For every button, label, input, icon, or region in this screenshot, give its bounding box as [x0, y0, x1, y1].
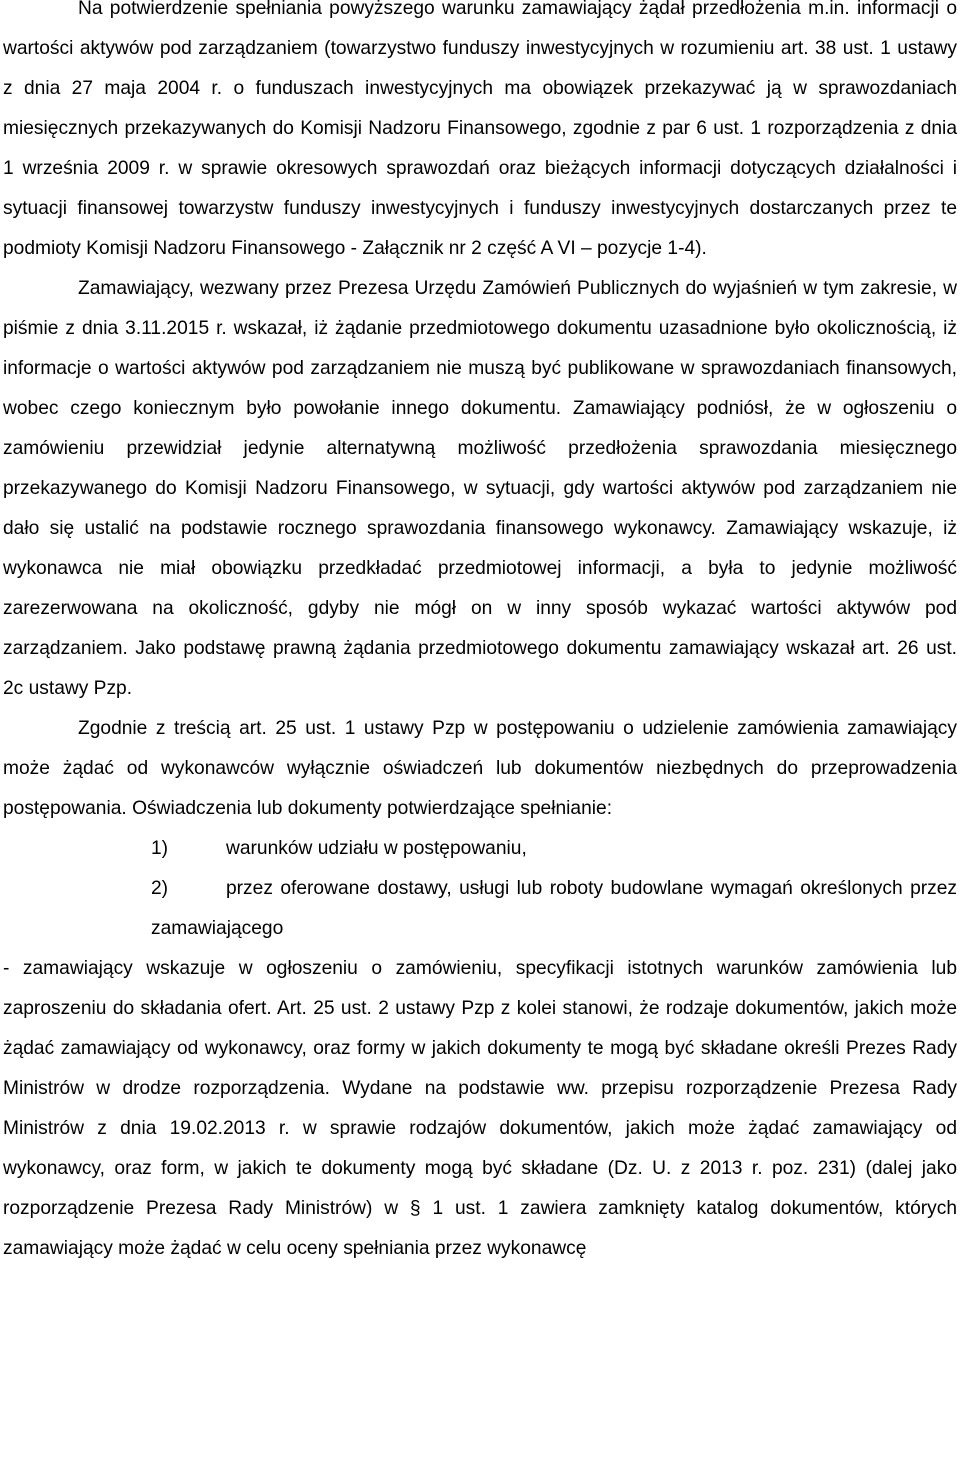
paragraph-art-25-provisions: Zgodnie z treścią art. 25 ust. 1 ustawy Pzp w postępowaniu o udzielenie zamówienia zamawiający może żądać od wykonawców wyłącznie oświadczeń lub dokumentów niezbędnych do przeprowadzenia postępowania. Oświadczenia lub dokumenty potwierdzające spełnianie: — [3, 718, 957, 819]
list-item-number: 2) — [151, 878, 169, 899]
list-item — [3, 829, 957, 869]
list-item-number: 1) — [151, 838, 169, 859]
requirements-list — [3, 829, 957, 949]
list-item-text: przez oferowane dostawy, usługi lub roboty budowlane wymagań określonych przez zamawiającego — [151, 878, 957, 939]
paragraph-asset-information: Na potwierdzenie spełniania powyższego warunku zamawiający żądał przedłożenia m.in. informacji o wartości aktywów pod zarządzaniem (towarzystwo funduszy inwestycyjnych w rozumieniu art. 38 ust. 1 ustawy z dnia 27 maja 2004 r. o funduszach inwestycyjnych ma obowiązek przekazywać ją w sprawozdaniach miesięcznych przekazywanych do Komisji Nadzoru Finansowego, zgodnie z par 6 ust. 1 rozporządzenia z dnia 1 września 2009 r. w sprawie okresowych sprawozdań oraz bieżących informacji dotyczących działalności i sytuacji finansowej towarzystw funduszy inwestycyjnych i funduszy inwestycyjnych dostarczanych przez te podmioty Komisji Nadzoru Finansowego - Załącznik nr 2 część A VI – pozycje 1-4). — [3, 0, 957, 259]
document-page — [3, 0, 957, 1269]
paragraph-contracting-authority-explanation: Zamawiający, wezwany przez Prezesa Urzędu Zamówień Publicznych do wyjaśnień w tym zakresie, w piśmie z dnia 3.11.2015 r. wskazał, iż żądanie przedmiotowego dokumentu uzasadnione było okolicznością, iż informacje o wartości aktywów pod zarządzaniem nie muszą być publikowane w sprawozdaniach finansowych, wobec czego koniecznym było powołanie innego dokumentu. Zamawiający podniósł, że w ogłoszeniu o zamówieniu przewidział jedynie alternatywną możliwość przedłożenia sprawozdania miesięcznego przekazywanego do Komisji Nadzoru Finansowego, w sytuacji, gdy wartości aktywów pod zarządzaniem nie dało się ustalić na podstawie rocznego sprawozdania finansowego wykonawcy. Zamawiający wskazuje, iż wykonawca nie miał obowiązku przedkładać przedmiotowej informacji, a była to jedynie możliwość zarezerwowana na okoliczność, gdyby nie mógł on w inny sposób wykazać wartości aktywów pod zarządzaniem. Jako podstawę prawną żądania przedmiotowego dokumentu zamawiający wskazał art. 26 ust. 2c ustawy Pzp. — [3, 278, 957, 699]
list-item — [3, 869, 957, 949]
paragraph-regulation-catalogue: - zamawiający wskazuje w ogłoszeniu o zamówieniu, specyfikacji istotnych warunków zamówienia lub zaproszeniu do składania ofert. Art. 25 ust. 2 ustawy Pzp z kolei stanowi, że rodzaje dokumentów, jakich może żądać zamawiający od wykonawcy, oraz formy w jakich dokumenty te mogą być składane określi Prezes Rady Ministrów w drodze rozporządzenia. Wydane na podstawie ww. przepisu rozporządzenie Prezesa Rady Ministrów z dnia 19.02.2013 r. w sprawie rodzajów dokumentów, jakich może żądać zamawiający od wykonawcy, oraz form, w jakich te dokumenty mogą być składane (Dz. U. z 2013 r. poz. 231) (dalej jako rozporządzenie Prezesa Rady Ministrów) w § 1 ust. 1 zawiera zamknięty katalog dokumentów, których zamawiający może żądać w celu oceny spełniania przez wykonawcę — [3, 958, 957, 1259]
list-item-text: warunków udziału w postępowaniu, — [226, 838, 527, 859]
